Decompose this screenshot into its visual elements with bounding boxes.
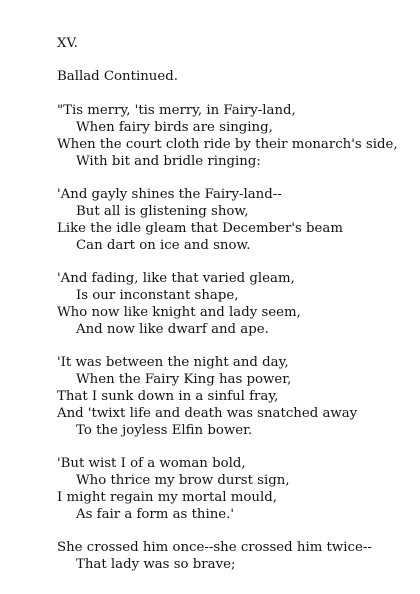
poem-stanza (57, 271, 407, 339)
poem-line: With bit and bridle ringing: (76, 153, 261, 169)
poem-line: When fairy birds are singing, (76, 119, 273, 135)
poem-line: That lady was so brave; (76, 557, 236, 573)
poem-line: That I sunk down in a sinful fray, (57, 389, 279, 404)
poem-line: When the Fairy King has power, (76, 372, 292, 388)
poem-line: Who thrice my brow durst sign, (76, 473, 290, 489)
poem-line: 'It was between the night and day, (57, 355, 289, 371)
poem-line: When the court cloth ride by their monarch's side, (57, 136, 398, 152)
poem-line: Is our inconstant shape, (76, 287, 239, 303)
poem-line: 'But wist I of a woman bold, (57, 456, 246, 472)
poem-line: Who now like knight and lady seem, (57, 304, 301, 320)
section-heading: Ballad Continued. (57, 69, 178, 85)
poem-line: And now like dwarf and ape. (76, 321, 269, 337)
poem-stanza (57, 456, 407, 524)
poem-stanza (57, 187, 407, 255)
poem-line: And 'twixt life and death was snatched away (57, 405, 358, 421)
chapter-heading: XV. (57, 36, 78, 51)
poem-line: "Tis merry, 'tis merry, in Fairy-land, (57, 102, 296, 118)
poem-line: She crossed him once--she crossed him twice-- (57, 540, 372, 556)
poem-line: As fair a form as thine.' (76, 506, 235, 522)
poem-line: Like the idle gleam that December's beam (57, 220, 343, 236)
poem-stanza (57, 355, 407, 440)
poem-line: To the joyless Elfin bower. (76, 422, 253, 438)
poem-line: But all is glistening show, (76, 203, 249, 219)
poem-line: 'And gayly shines the Fairy-land-- (57, 186, 282, 202)
poem-stanza (57, 103, 407, 171)
poem-line: 'And fading, like that varied gleam, (57, 271, 295, 287)
poem-stanza (57, 540, 407, 574)
poem-line: I might regain my mortal mould, (57, 490, 277, 506)
book-page (57, 36, 407, 574)
poem-line: Can dart on ice and snow. (76, 237, 251, 253)
